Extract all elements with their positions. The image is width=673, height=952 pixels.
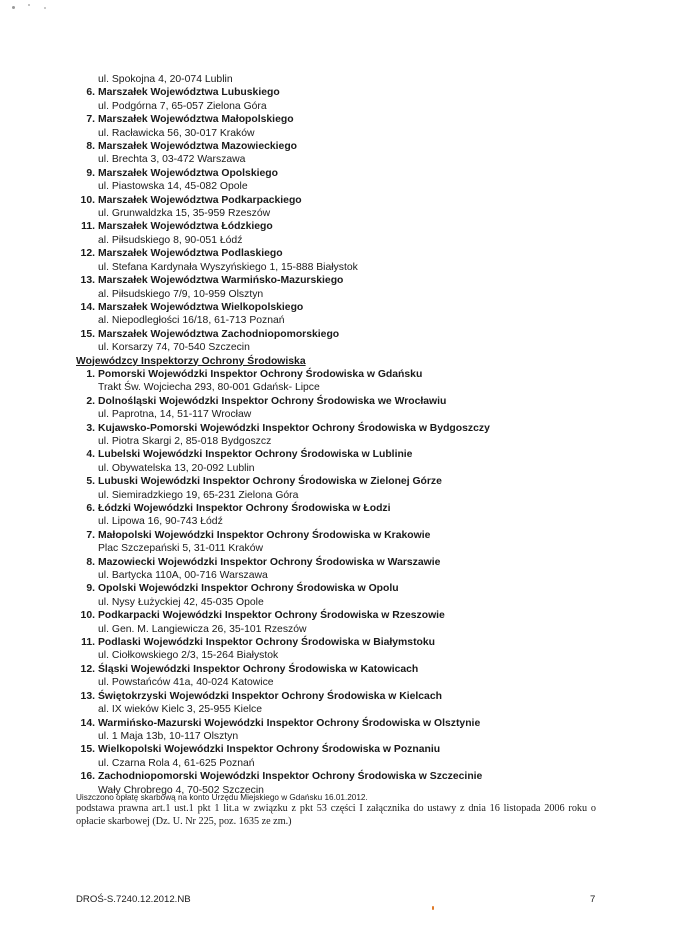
item-number: 7. (86, 529, 95, 541)
item-number: 9. (86, 167, 95, 179)
scan-speck (12, 6, 15, 9)
case-reference: DROŚ-S.7240.12.2012.NB (76, 894, 191, 905)
fee-note: Uiszczono opłatę skarbową na konto Urzędu Miejskiego w Gdańsku 16.01.2012. (76, 793, 368, 802)
item-body (98, 140, 636, 167)
office-address: ul. Czarna Rola 4, 61-625 Poznań (98, 757, 255, 769)
item-number: 10. (80, 194, 95, 206)
item-body (98, 529, 636, 556)
office-address: ul. Bartycka 110A, 00-716 Warszawa (98, 570, 268, 582)
scan-speck (44, 7, 46, 9)
office-address: Wały Chrobrego 4, 70-502 Szczecin (98, 784, 264, 796)
item-body (98, 274, 636, 301)
item-number: 14. (80, 717, 95, 729)
item-body (98, 368, 636, 395)
office-address: al. Piłsudskiego 7/9, 10-959 Olsztyn (98, 288, 264, 300)
item-body (98, 328, 636, 355)
office-name: Wielkopolski Wojewódzki Inspektor Ochrony Środowiska w Poznaniu (98, 744, 441, 756)
item-number: 10. (80, 610, 95, 622)
item-number: 1. (86, 368, 95, 380)
office-name: Warmińsko-Mazurski Wojewódzki Inspektor Ochrony Środowiska w Olsztynie (98, 717, 481, 729)
continued-address: ul. Spokojna 4, 20-074 Lublin (98, 74, 233, 85)
item-number: 8. (86, 141, 95, 153)
list-item (76, 690, 636, 717)
item-body (98, 167, 636, 194)
item-body (98, 220, 636, 247)
item-number: 6. (86, 503, 95, 514)
list-item (76, 194, 636, 221)
list-item (76, 368, 636, 395)
office-address: ul. Lipowa 16, 90-743 Łódź (98, 516, 223, 528)
office-name: Marszałek Województwa Łódzkiego (98, 221, 273, 233)
office-address: ul. Grunwaldzka 15, 35-959 Rzeszów (98, 208, 271, 220)
list-item (76, 86, 636, 113)
item-number: 15. (80, 744, 95, 756)
item-body (98, 247, 636, 274)
office-address: ul. Piastowska 14, 45-082 Opole (98, 181, 248, 193)
list-item (76, 167, 636, 194)
office-name: Marszałek Województwa Opolskiego (98, 167, 278, 179)
scan-speck (28, 4, 30, 6)
office-address: al. IX wieków Kielc 3, 25-955 Kielce (98, 704, 263, 716)
item-number: 6. (86, 87, 95, 99)
legal-basis: podstawa prawna art.1 ust.1 pkt 1 lit.a w związku z pkt 53 części I załącznika do ustawy z dnia 16 listopada 2006 roku o opłacie skarbowej (Dz. U. Nr 225, poz. 1635 ze zm.) (76, 803, 596, 827)
list-item (76, 247, 636, 274)
office-name: Marszałek Województwa Podlaskiego (98, 248, 283, 260)
list-item (76, 636, 636, 663)
list-item (76, 140, 636, 167)
item-number: 16. (80, 771, 95, 783)
office-name: Podkarpacki Wojewódzki Inspektor Ochrony Środowiska w Rzeszowie (98, 610, 445, 622)
item-body (98, 395, 636, 422)
addressee-list (76, 73, 636, 797)
office-name: Marszałek Województwa Mazowieckiego (98, 141, 298, 153)
office-name: Małopolski Wojewódzki Inspektor Ochrony Środowiska w Krakowie (98, 529, 431, 541)
office-name: Marszałek Województwa Lubuskiego (98, 87, 280, 99)
office-address: ul. Paprotna, 14, 51-117 Wrocław (98, 409, 252, 421)
item-number: 9. (86, 583, 95, 595)
item-number: 12. (80, 248, 95, 260)
list-item (76, 113, 636, 140)
list-item (76, 663, 636, 690)
office-name: Opolski Wojewódzki Inspektor Ochrony Środowiska w Opolu (98, 583, 399, 595)
list-item (76, 274, 636, 301)
item-body (98, 301, 636, 328)
office-address: ul. Podgórna 7, 65-057 Zielona Góra (98, 100, 267, 112)
marshals-list (76, 86, 636, 354)
inspectors-heading: Wojewódzcy Inspektorzy Ochrony Środowiska (76, 355, 306, 367)
item-number: 7. (86, 114, 95, 126)
office-address: ul. Obywatelska 13, 20-092 Lublin (98, 462, 255, 474)
page-number: 7 (590, 894, 596, 905)
list-item (76, 717, 636, 744)
item-number: 11. (81, 637, 95, 649)
item-body (98, 743, 636, 770)
list-item (76, 395, 636, 422)
list-item (76, 328, 636, 355)
office-name: Marszałek Województwa Warmińsko-Mazurskiego (98, 275, 344, 287)
list-item (76, 422, 636, 449)
item-body (98, 113, 636, 140)
list-item (76, 556, 636, 583)
item-number: 4. (86, 449, 95, 461)
list-item (76, 582, 636, 609)
office-address: ul. Nysy Łużyckiej 42, 45-035 Opole (98, 596, 264, 608)
item-number: 3. (86, 422, 95, 434)
item-body (98, 717, 636, 744)
office-name: Śląski Wojewódzki Inspektor Ochrony Środowiska w Katowicach (98, 663, 419, 675)
item-body (98, 690, 636, 717)
item-body (98, 86, 636, 113)
office-name: Marszałek Województwa Zachodniopomorskiego (98, 328, 340, 340)
office-name: Dolnośląski Wojewódzki Inspektor Ochrony Środowiska we Wrocławiu (98, 395, 447, 407)
list-item (76, 475, 636, 502)
item-number: 13. (80, 275, 95, 287)
office-name: Mazowiecki Wojewódzki Inspektor Ochrony Środowiska w Warszawie (98, 556, 441, 568)
item-body (98, 582, 636, 609)
office-address: ul. Brechta 3, 03-472 Warszawa (98, 154, 246, 166)
item-number: 5. (86, 476, 95, 488)
office-address: al. Niepodległości 16/18, 61-713 Poznań (98, 315, 285, 327)
office-name: Zachodniopomorski Wojewódzki Inspektor Ochrony Środowiska w Szczecinie (98, 771, 483, 783)
item-number: 2. (86, 395, 95, 407)
office-address: ul. Korsarzy 74, 70-540 Szczecin (98, 342, 250, 354)
list-item (76, 301, 636, 328)
item-body (98, 475, 636, 502)
list-item (76, 529, 636, 556)
inspectors-list (76, 368, 636, 797)
office-name: Marszałek Województwa Podkarpackiego (98, 194, 302, 206)
office-address: Trakt Św. Wojciecha 293, 80-001 Gdańsk- Lipce (98, 382, 320, 394)
office-address: ul. Gen. M. Langiewicza 26, 35-101 Rzeszów (98, 623, 307, 635)
item-number: 8. (86, 556, 95, 568)
list-item (76, 502, 636, 529)
office-name: Łódzki Wojewódzki Inspektor Ochrony Środowiska w Łodzi (98, 503, 391, 514)
office-address: ul. Ciołkowskiego 2/3, 15-264 Białystok (98, 650, 279, 662)
office-name: Marszałek Województwa Wielkopolskiego (98, 301, 304, 313)
office-name: Pomorski Wojewódzki Inspektor Ochrony Środowiska w Gdańsku (98, 368, 423, 380)
office-address: ul. 1 Maja 13b, 10-117 Olsztyn (98, 730, 239, 742)
item-body (98, 422, 636, 449)
item-number: 15. (80, 328, 95, 340)
office-address: ul. Stefana Kardynała Wyszyńskiego 1, 15-888 Białystok (98, 261, 358, 273)
item-body (98, 663, 636, 690)
item-body (98, 502, 636, 529)
item-number: 12. (80, 663, 95, 675)
item-body (98, 636, 636, 663)
item-body (98, 609, 636, 636)
office-address: al. Piłsudskiego 8, 90-051 Łódź (98, 234, 243, 246)
item-number: 11. (81, 221, 95, 233)
office-name: Marszałek Województwa Małopolskiego (98, 114, 294, 126)
office-name: Świętokrzyski Wojewódzki Inspektor Ochrony Środowiska w Kielcach (98, 690, 442, 702)
item-number: 14. (80, 301, 95, 313)
office-name: Kujawsko-Pomorski Wojewódzki Inspektor Ochrony Środowiska w Bydgoszczy (98, 422, 490, 434)
item-body (98, 556, 636, 583)
list-item (76, 448, 636, 475)
item-body (98, 448, 636, 475)
office-name: Lubelski Wojewódzki Inspektor Ochrony Środowiska w Lublinie (98, 449, 413, 461)
office-address: ul. Powstańców 41a, 40-024 Katowice (98, 677, 274, 689)
list-item (76, 743, 636, 770)
office-name: Lubuski Wojewódzki Inspektor Ochrony Środowiska w Zielonej Górze (98, 476, 442, 488)
list-item (76, 609, 636, 636)
office-address: ul. Piotra Skargi 2, 85-018 Bydgoszcz (98, 435, 272, 447)
office-address: ul. Racławicka 56, 30-017 Kraków (98, 127, 255, 139)
scan-speck (432, 906, 434, 910)
item-number: 13. (80, 690, 95, 702)
office-name: Podlaski Wojewódzki Inspektor Ochrony Środowiska w Białymstoku (98, 637, 436, 649)
office-address: ul. Siemiradzkiego 19, 65-231 Zielona Góra (98, 489, 299, 501)
list-item (76, 220, 636, 247)
office-address: Plac Szczepański 5, 31-011 Kraków (98, 543, 263, 555)
item-body (98, 194, 636, 221)
